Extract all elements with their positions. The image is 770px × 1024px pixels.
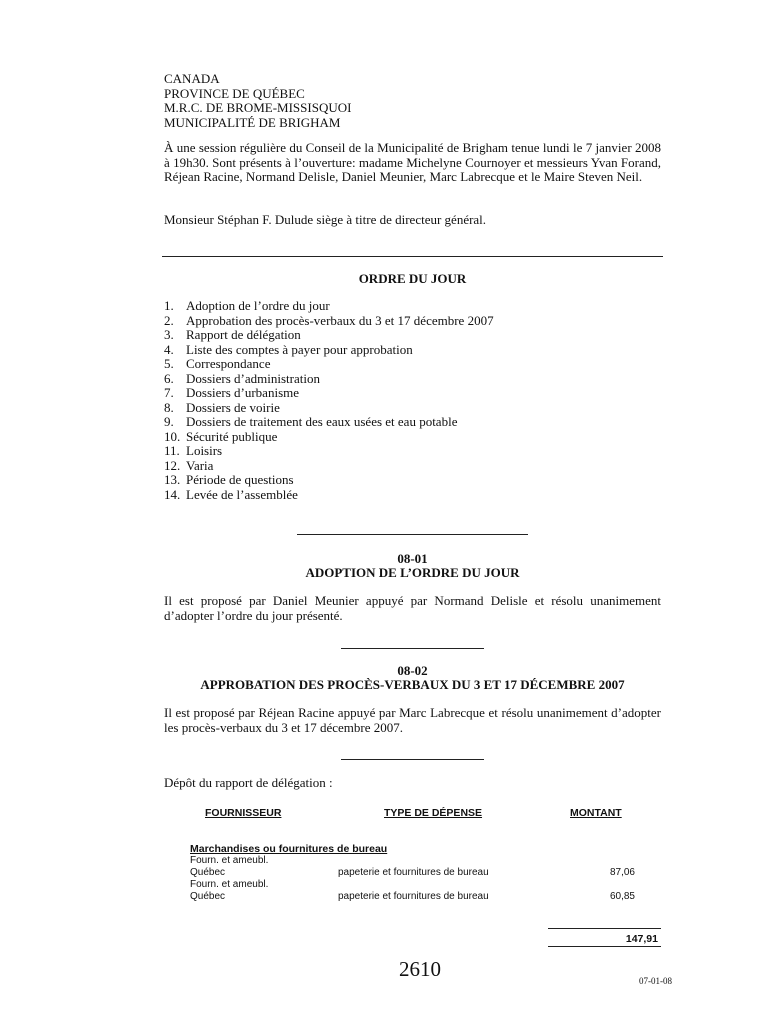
agenda-item [164, 386, 661, 401]
agenda-end-divider [297, 534, 528, 535]
resolution-1-title: ADOPTION DE L’ORDRE DU JOUR [305, 565, 520, 580]
total-rule-bottom [548, 946, 661, 947]
total-rule-top [548, 928, 661, 929]
agenda-item-label: Levée de l’assemblée [186, 486, 298, 502]
row-2-expense-type: papeterie et fournitures de bureau [338, 891, 489, 902]
resolution-1-number: 08-01 [397, 551, 428, 566]
agenda-item-label: Dossiers de traitement des eaux usées et eau potable [186, 414, 458, 429]
resolution-2-number: 08-02 [397, 663, 428, 678]
header-municipality: MUNICIPALITÉ DE BRIGHAM [164, 114, 341, 130]
row-2-amount: 60,85 [609, 891, 635, 902]
agenda-item-number: 5. [164, 356, 174, 371]
header-mrc: M.R.C. DE BROME-MISSISQUOI [164, 100, 352, 115]
agenda-item-label: Liste des comptes à payer pour approbation [186, 341, 413, 357]
agenda-item-number: 2. [164, 312, 174, 328]
row-1-expense-type: papeterie et fournitures de bureau [338, 867, 489, 878]
agenda-item-number: 11. [164, 443, 180, 458]
section-divider [162, 256, 663, 257]
agenda-item-number: 4. [164, 341, 174, 357]
resolution-2-title: APPROBATION DES PROCÈS-VERBAUX DU 3 ET 17 DÉCEMBRE 2007 [200, 677, 625, 692]
agenda-item-number: 13. [164, 472, 181, 487]
agenda-item-label: Sécurité publique [186, 428, 278, 444]
agenda-item-label: Dossiers de voirie [186, 399, 280, 415]
agenda-item-label: Correspondance [186, 356, 271, 371]
agenda-list [164, 299, 661, 502]
header-country: CANADA [164, 71, 220, 86]
agenda-item-label: Période de questions [186, 472, 294, 487]
agenda-item [164, 357, 661, 372]
agenda-item-label: Approbation des procès-verbaux du 3 et 17 décembre 2007 [186, 312, 494, 328]
agenda-item-number: 7. [164, 385, 174, 400]
agenda-item [164, 299, 661, 314]
agenda-item [164, 314, 661, 329]
agenda-title: ORDRE DU JOUR [358, 271, 467, 286]
agenda-item-label: Dossiers d’administration [186, 370, 320, 386]
resolution-2-text: Il est proposé par Réjean Racine appuyé par Marc Labrecque et résolu unanimement d’adopter les procès-verbaux du 3 et 17 décembre 2007. [164, 705, 661, 735]
agenda-item-number: 10. [164, 428, 181, 444]
total-amount: 147,91 [625, 933, 658, 945]
agenda-item [164, 401, 661, 416]
row-2-supplier-line2: Québec [190, 891, 226, 902]
delegation-intro: Dépôt du rapport de délégation : [164, 775, 333, 790]
agenda-item-number: 12. [164, 457, 181, 473]
agenda-item-label: Loisirs [186, 443, 223, 458]
resolution-2-divider [341, 759, 484, 760]
row-1-supplier-line2: Québec [190, 867, 226, 878]
agenda-item [164, 430, 661, 445]
page-number: 2610 [399, 957, 441, 981]
session-intro-paragraph: À une session régulière du Conseil de la Municipalité de Brigham tenue lundi le 7 janvier 2008 à 19h30. Sont présents à l’ouverture: madame Michelyne Cournoyer et messieurs Yvan Forand, Réjean Racine, Normand Delisle, Daniel Meunier, Marc Labrecque et le Maire Steven Neil. [164, 140, 661, 184]
agenda-item [164, 343, 661, 358]
agenda-item-label: Varia [186, 457, 214, 473]
resolution-1-text: Il est proposé par Daniel Meunier appuyé par Normand Delisle et résolu unanimement d’adopter l’ordre du jour présenté. [164, 593, 661, 623]
agenda-item [164, 459, 661, 474]
row-1-amount: 87,06 [609, 867, 635, 878]
agenda-item [164, 415, 661, 430]
agenda-item [164, 328, 661, 343]
column-header-supplier: FOURNISSEUR [205, 807, 282, 819]
column-header-amount: MONTANT [570, 807, 622, 819]
date-code: 07-01-08 [639, 976, 672, 986]
agenda-item-number: 14. [164, 486, 181, 502]
column-header-expense-type: TYPE DE DÉPENSE [384, 807, 483, 819]
agenda-item-number: 8. [164, 399, 174, 415]
director-paragraph: Monsieur Stéphan F. Dulude siège à titre de directeur général. [164, 212, 487, 227]
agenda-item-number: 9. [164, 414, 174, 429]
agenda-item-number: 3. [164, 327, 174, 342]
agenda-item [164, 473, 661, 488]
agenda-item [164, 372, 661, 387]
agenda-item-label: Adoption de l’ordre du jour [186, 298, 330, 313]
agenda-item-label: Dossiers d’urbanisme [186, 385, 300, 400]
agenda-item-number: 6. [164, 370, 174, 386]
agenda-item-label: Rapport de délégation [186, 327, 301, 342]
row-1-supplier-line1: Fourn. et ameubl. [190, 855, 269, 866]
resolution-1-divider [341, 648, 484, 649]
header-province: PROVINCE DE QUÉBEC [164, 85, 305, 101]
municipality-header [164, 72, 351, 130]
expense-category: Marchandises ou fournitures de bureau [190, 843, 388, 855]
agenda-item [164, 444, 661, 459]
row-2-supplier-line1: Fourn. et ameubl. [190, 879, 269, 890]
agenda-item-number: 1. [164, 298, 174, 313]
agenda-item [164, 488, 661, 503]
